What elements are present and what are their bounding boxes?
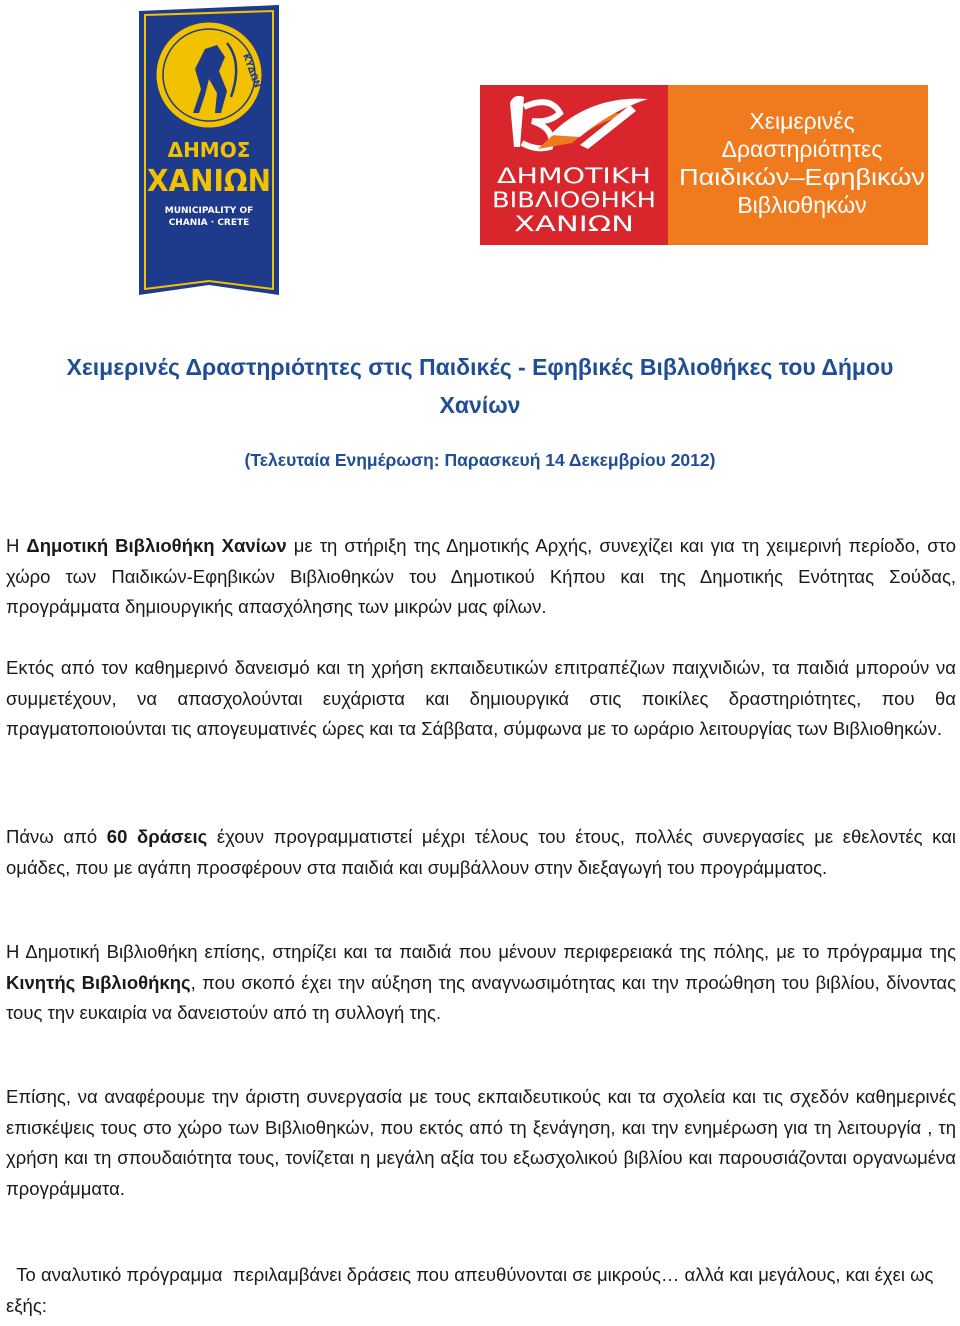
banner-line3: Παιδικών–Εφηβικών — [679, 164, 925, 190]
logo-name-line1: ΔΗΜΟΣ — [167, 138, 251, 162]
library-name-line2: ΒΙΒΛΙΟΘΗΚΗ — [492, 188, 656, 212]
library-name-line1: ΔΗΜΟΤΙΚΗ — [497, 164, 651, 188]
logo-name-line2: ΧΑΝΙΩΝ — [147, 164, 271, 199]
banner-line1: Χειμερινές — [749, 108, 855, 134]
mobile-library-bold: Κινητής Βιβλιοθήκης — [6, 971, 191, 993]
paragraph-mobile-library: Η Δημοτική Βιβλιοθήκη επίσης, στηρίζει και τα παιδιά που μένουν περιφερειακά της πόλης, με το πρόγραμμα της Κινητής Βιβλιοθήκης, που σκοπό έχει την αύξηση της αναγνωσιμότητας και την προώθηση του βιβλίου, δίνοντας τους την ευκαιρία να δανειστούν από τη συλλογή της. — [6, 941, 957, 1024]
library-name-bold: Δημοτική Βιβλιοθήκη Χανίων — [26, 535, 287, 556]
title-line-2: Χανίων — [439, 392, 521, 418]
logo-sub-line2: CHANIA · CRETE — [168, 218, 250, 228]
paragraph-activities: Εκτός από τον καθημερινό δανεισμό και τη χρήση εκπαιδευτικών επιτραπέζιων παιχνιδιών, τα παιδιά μπορούν να συμμετέχουν, να απασχολούνται ευχάριστα και δημιουργικά στις ποικίλες δραστηριότητες, που θα πραγματοποιούνται τις απογευματινές ώρες και τα Σάββατα, σύμφωνα με το ωράριο λειτουργίας των Βιβλιοθηκών. — [6, 657, 956, 740]
library-logo — [480, 85, 928, 245]
banner-line2: Δραστηριότητες — [721, 136, 883, 162]
last-updated: (Τελευταία Ενημέρωση: Παρασκευή 14 Δεκεμβρίου 2012) — [244, 450, 716, 470]
municipality-logo — [135, 5, 283, 300]
paragraph-actions: Πάνω από 60 δράσεις έχουν προγραμματιστεί μέχρι τέλους του έτους, πολλές συνεργασίες με εθελοντές και ομάδες, που με αγάπη προσφέρουν στα παιδιά και συμβάλλουν στην διεξαγωγή του προγράμματος. — [6, 826, 956, 878]
actions-count-bold: 60 δράσεις — [106, 826, 208, 847]
ring-text: ΚΥΔΩΝ — [240, 52, 262, 90]
paragraph-schools: Επίσης, να αναφέρουμε την άριστη συνεργασία με τους εκπαιδευτικούς και τα σχολεία και τις σχεδόν καθημερινές επισκέψεις τους στο χώρο των Βιβλιοθηκών, που εκτός από τη ξενάγηση, και την ενημέρωση για τη λειτουργία , τη χρήση και τη σπουδαιότητα τους, τονίζεται η μεγάλη αξία του εξωσχολικού βιβλίου και παρουσιάζονται οργανωμένα προγράμματα. — [6, 1086, 956, 1200]
library-name-line3: ΧΑΝΙΩΝ — [514, 212, 634, 236]
paragraph-intro: Η Δημοτική Βιβλιοθήκη Χανίων με τη στήριξη της Δημοτικής Αρχής, συνεχίζει και για τη χειμερινή περίοδο, στο χώρο των Παιδικών-Εφηβικών Βιβλιοθηκών του Δημοτικού Κήπου και της Δημοτικής Ενότητας Σούδας, προγράμματα δημιουργικής απασχόλησης των μικρών μας φίλων. — [6, 535, 956, 618]
document-title — [0, 348, 960, 424]
title-line-1: Χειμερινές Δραστηριότητες στις Παιδικές - Εφηβικές Βιβλιοθήκες του Δήμου — [66, 354, 894, 380]
banner-line4: Βιβλιοθηκών — [737, 192, 867, 218]
paragraph-program: Το αναλυτικό πρόγραμμα περιλαμβάνει δράσεις που απευθύνονται σε μικρούς… αλλά και μεγάλους, και έχει ως εξής: — [6, 1264, 939, 1316]
logo-sub-line1: MUNICIPALITY OF — [164, 206, 254, 216]
